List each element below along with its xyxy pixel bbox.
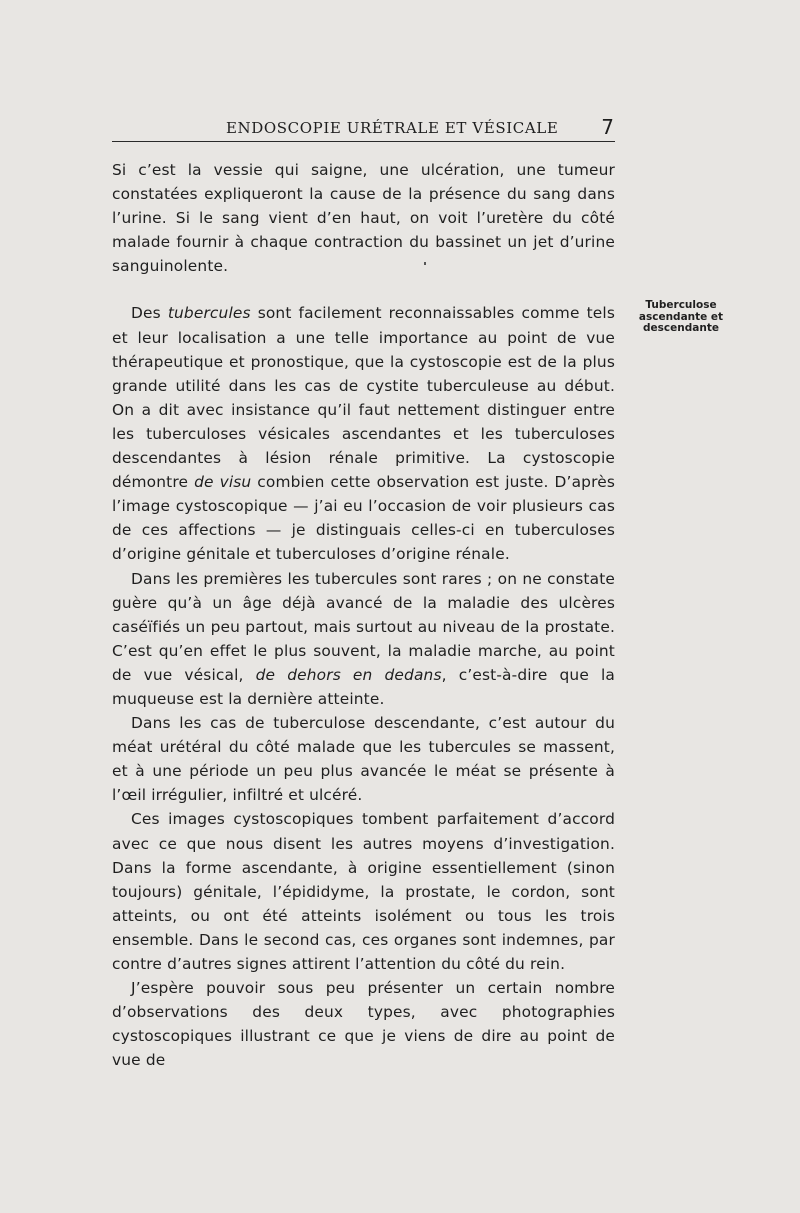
paragraph: J’espère pouvoir sous peu présenter un certain nombre d’observations des deux types, avec photographies cystoscopiques illustrant ce que je viens de dire au point de vue de <box>112 979 615 1070</box>
paragraph: Dans les cas de tuberculose descendante, c’est autour du méat urétéral du côté malade que les tubercules se massent, et à une période un peu plus avancée le méat se présente à l’œil irrégulier, infiltré et ulcéré. <box>112 714 615 805</box>
paragraph: Dans les premières les tubercules sont rares ; on ne constate guère qu’à un âge déjà avancé de la maladie des ulcères caséïfiés un peu partout, mais surtout au niveau de la prostate. C’est qu’en effet le plus souvent, la maladie marche, au point de vue vésical, de dehors en dedans, c’est-à-dire que la muqueuse est la dernière atteinte. <box>112 569 615 708</box>
page-number: 7 <box>601 115 614 139</box>
italic-term: de visu <box>194 473 252 492</box>
body-text <box>112 158 615 1072</box>
running-header <box>112 115 614 141</box>
paragraph: Si c’est la vessie qui saigne, une ulcération, une tumeur constatées expliqueront la cause de la présence du sang dans l’urine. Si le sang vient d’en haut, on voit l’uretère du côté malade fournir à chaque contraction du bassinet un jet d’urine sanguinolente. <box>112 161 615 276</box>
italic-term: de dehors en dedans <box>255 665 442 684</box>
running-title: ENDOSCOPIE URÉTRALE ET VÉSICALE <box>226 119 559 137</box>
paragraph: Ces images cystoscopiques tombent parfaitement d’accord avec ce que nous disent les autres moyens d’investigation. Dans la forme ascendante, à origine essentiellement (sinon toujours) génitale, l’épididyme, la prostate, le cordon, sont atteints, ou ont été atteints isolément ou tous les trois ensemble. Dans le second cas, ces organes sont indemnes, par contre d’autres signes attirent l’attention du côté du rein. <box>112 810 615 973</box>
header-rule <box>112 141 615 142</box>
paragraph: Des tubercules sont facilement reconnaissables comme tels et leur localisation a une telle importance au point de vue thérapeutique et pronostique, que la cystoscopie est de la plus grande utilité dans les cas de cystite tuberculeuse au début. On a dit avec insistance qu’il faut nettement distinguer entre les tuberculoses vésicales ascendantes et les tuberculoses descendantes à lésion rénale primitive. La cystoscopie démontre de visu combien cette observation est juste. D’après l’image cystoscopique — j’ai eu l’occasion de voir plusieurs cas de ces affections — je distinguais celles-ci en tuberculoses d’origine génitale et tuberculoses d’origine rénale. <box>112 304 615 564</box>
italic-term: tubercules <box>167 304 251 323</box>
marginal-note: Tuberculose ascendante et descendante <box>638 299 724 334</box>
